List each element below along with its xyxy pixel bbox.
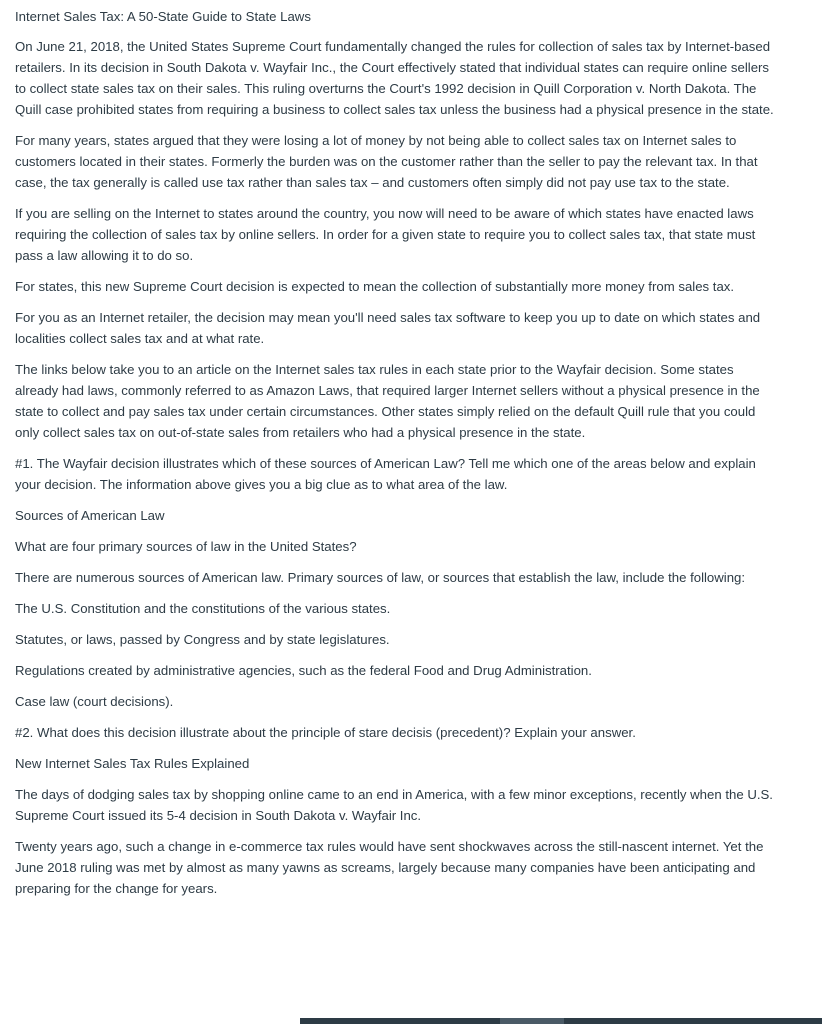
paragraph-numerous-sources: There are numerous sources of American law. Primary sources of law, or sources that establish the law, include the following: bbox=[15, 570, 746, 585]
document-title: Internet Sales Tax: A 50-State Guide to State Laws bbox=[15, 9, 311, 24]
question-1: #1. The Wayfair decision illustrates which of these sources of American Law? Tell me which one of the areas below and explain your decision. The information above gives you a big clue as to what area of the law. bbox=[15, 456, 756, 492]
document-body bbox=[15, 6, 775, 909]
paragraph-links-below: The links below take you to an article on the Internet sales tax rules in each state prior to the Wayfair decision. Some states already had laws, commonly referred to as Amazon Laws, that required larger Internet sellers without a physical presence in the state to collect and pay sales tax under certain circumstances. Other states simply relied on the default Quill rule that you could only collect sales tax on out-of-state sales from retailers who had a physical presence in the state. bbox=[15, 362, 760, 440]
source-constitution: The U.S. Constitution and the constitutions of the various states. bbox=[15, 601, 391, 616]
paragraph-selling-online: If you are selling on the Internet to states around the country, you now will need to be aware of which states have enacted laws requiring the collection of sales tax by online sellers. In order for a given state to require you to collect sales tax, that state must pass a law allowing it to do so. bbox=[15, 206, 756, 263]
source-regulations: Regulations created by administrative agencies, such as the federal Food and Drug Administration. bbox=[15, 663, 592, 678]
scrollbar-thumb[interactable] bbox=[500, 1018, 564, 1024]
paragraph-for-states: For states, this new Supreme Court decision is expected to mean the collection of substantially more money from sales tax. bbox=[15, 279, 735, 294]
section-heading-sources: Sources of American Law bbox=[15, 508, 165, 523]
paragraph-for-retailers: For you as an Internet retailer, the decision may mean you'll need sales tax software to keep you up to date on which states and localities collect sales tax and at what rate. bbox=[15, 310, 761, 346]
paragraph-four-sources-question: What are four primary sources of law in the United States? bbox=[15, 539, 357, 554]
section-heading-new-rules: New Internet Sales Tax Rules Explained bbox=[15, 756, 250, 771]
source-case-law: Case law (court decisions). bbox=[15, 694, 174, 709]
horizontal-scrollbar[interactable] bbox=[300, 1018, 822, 1024]
source-statutes: Statutes, or laws, passed by Congress and by state legislatures. bbox=[15, 632, 390, 647]
paragraph-wayfair-intro: On June 21, 2018, the United States Supreme Court fundamentally changed the rules for collection of sales tax by Internet-based retailers. In its decision in South Dakota v. Wayfair Inc., the Court effectively stated that individual states can require online sellers to collect state sales tax on their sales. This ruling overturns the Court's 1992 decision in Quill Corporation v. North Dakota. The Quill case prohibited states from requiring a business to collect sales tax unless the business had a physical presence in the state. bbox=[15, 39, 774, 117]
paragraph-twenty-years-ago: Twenty years ago, such a change in e-commerce tax rules would have sent shockwaves across the still-nascent internet. Yet the June 2018 ruling was met by almost as many yawns as screams, largely because many companies have been anticipating and preparing for the change for years. bbox=[15, 839, 764, 896]
question-2: #2. What does this decision illustrate about the principle of stare decisis (precedent)? Explain your answer. bbox=[15, 725, 636, 740]
paragraph-dodging-sales-tax: The days of dodging sales tax by shopping online came to an end in America, with a few minor exceptions, recently when the U.S. Supreme Court issued its 5-4 decision in South Dakota v. Wayfair Inc. bbox=[15, 787, 773, 823]
paragraph-states-argued: For many years, states argued that they were losing a lot of money by not being able to collect sales tax on Internet sales to customers located in their states. Formerly the burden was on the customer rather than the seller to pay the relevant tax. In that case, the tax generally is called use tax rather than sales tax – and customers often simply did not pay use tax to the state. bbox=[15, 133, 758, 190]
